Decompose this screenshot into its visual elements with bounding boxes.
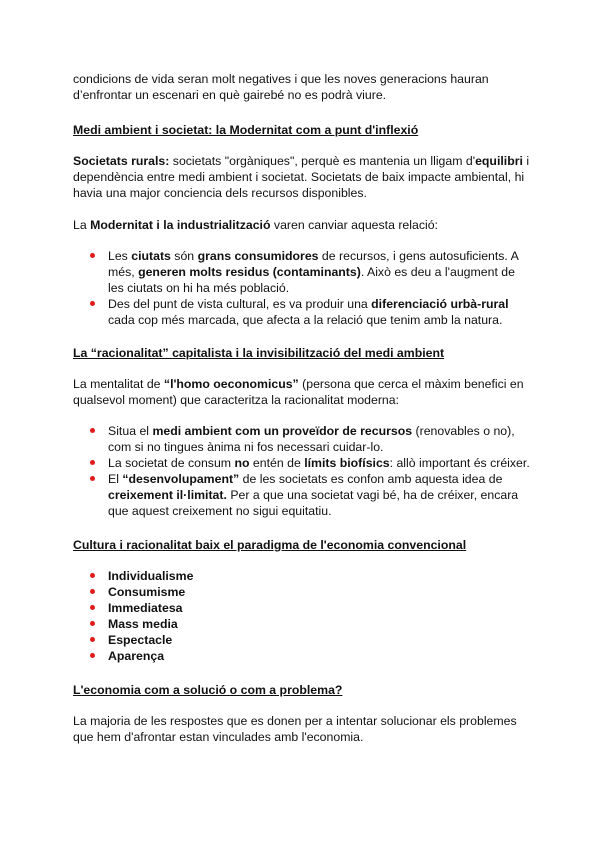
paragraph-economia: La majoria de les respostes que es donen per a intentar solucionar els problemes que hem d'afrontar estan vinculades amb l'economia. — [73, 714, 517, 744]
bullet-icon — [90, 637, 95, 642]
paragraph-homo-oeconomicus: La mentalitat de “l'homo oeconomicus” (persona que cerca el màxim benefici en qualsevol moment) que caracteritza la racionalitat moderna: — [73, 377, 524, 407]
bullet-icon — [90, 476, 95, 481]
heading-racionalitat: La “racionalitat” capitalista i la invisibilització del medi ambient — [73, 346, 445, 360]
bullet-icon — [90, 589, 95, 594]
bullet-icon — [90, 460, 95, 465]
list-item: Des del punt de vista cultural, es va produir una diferenciació urbà-rural cada cop més marcada, que afecta a la relació que tenim amb la natura. — [73, 296, 533, 328]
list-item: La societat de consum no entén de límits biofísics: allò important és créixer. — [73, 455, 533, 471]
list-racionalitat — [73, 423, 533, 519]
bullet-icon — [90, 573, 95, 578]
list-item: Mass media — [73, 616, 533, 632]
bullet-icon — [90, 653, 95, 658]
term-societats-rurals: Societats rurals: — [73, 154, 170, 168]
list-item: Individualisme — [73, 568, 533, 584]
intro-paragraph — [73, 71, 533, 103]
list-item: Consumisme — [73, 584, 533, 600]
bullet-icon — [90, 605, 95, 610]
list-item: Immediatesa — [73, 600, 533, 616]
list-modernitat — [73, 248, 533, 328]
heading-cultura: Cultura i racionalitat baix el paradigma de l'economia convencional — [73, 538, 467, 552]
list-item: Les ciutats són grans consumidores de recursos, i gens autosuficients. A més, generen molts residus (contaminants). Això es deu a l'augment de les ciutats on hi ha més població. — [73, 248, 533, 296]
bullet-icon — [90, 621, 95, 626]
bullet-icon — [90, 301, 95, 306]
list-cultura — [73, 568, 533, 664]
heading-medi-ambient: Medi ambient i societat: la Modernitat com a punt d'inflexió — [73, 123, 419, 137]
list-item: Aparença — [73, 648, 533, 664]
paragraph-modernitat: La Modernitat i la industrialització varen canviar aquesta relació: — [73, 218, 438, 232]
intro-line-1: condicions de vida seran molt negatives i que les noves generacions hauran — [73, 72, 489, 86]
list-item: Espectacle — [73, 632, 533, 648]
bullet-icon — [90, 253, 95, 258]
list-item: El “desenvolupament” de les societats es confon amb aquesta idea de creixement il·limitat. Per a que una societat vagi bé, ha de créixer, encara que aquest creixement no sigui equitatiu. — [73, 471, 533, 519]
heading-economia: L'economia com a solució o com a problema? — [73, 683, 343, 697]
list-item: Situa el medi ambient com un proveïdor de recursos (renovables o no), com si no tingues ànima ni fos necessari cuidar-lo. — [73, 423, 533, 455]
paragraph-societats-rurals: Societats rurals: societats "orgàniques", perquè es mantenia un lligam d'equilibri i dependència entre medi ambient i societat. Societats de baix impacte ambiental, hi havia una major conciencia dels recursos disponibles. — [73, 154, 530, 200]
intro-line-2: d’enfrontar un escenari en què gairebé no es podrà viure. — [73, 88, 387, 102]
bullet-icon — [90, 428, 95, 433]
